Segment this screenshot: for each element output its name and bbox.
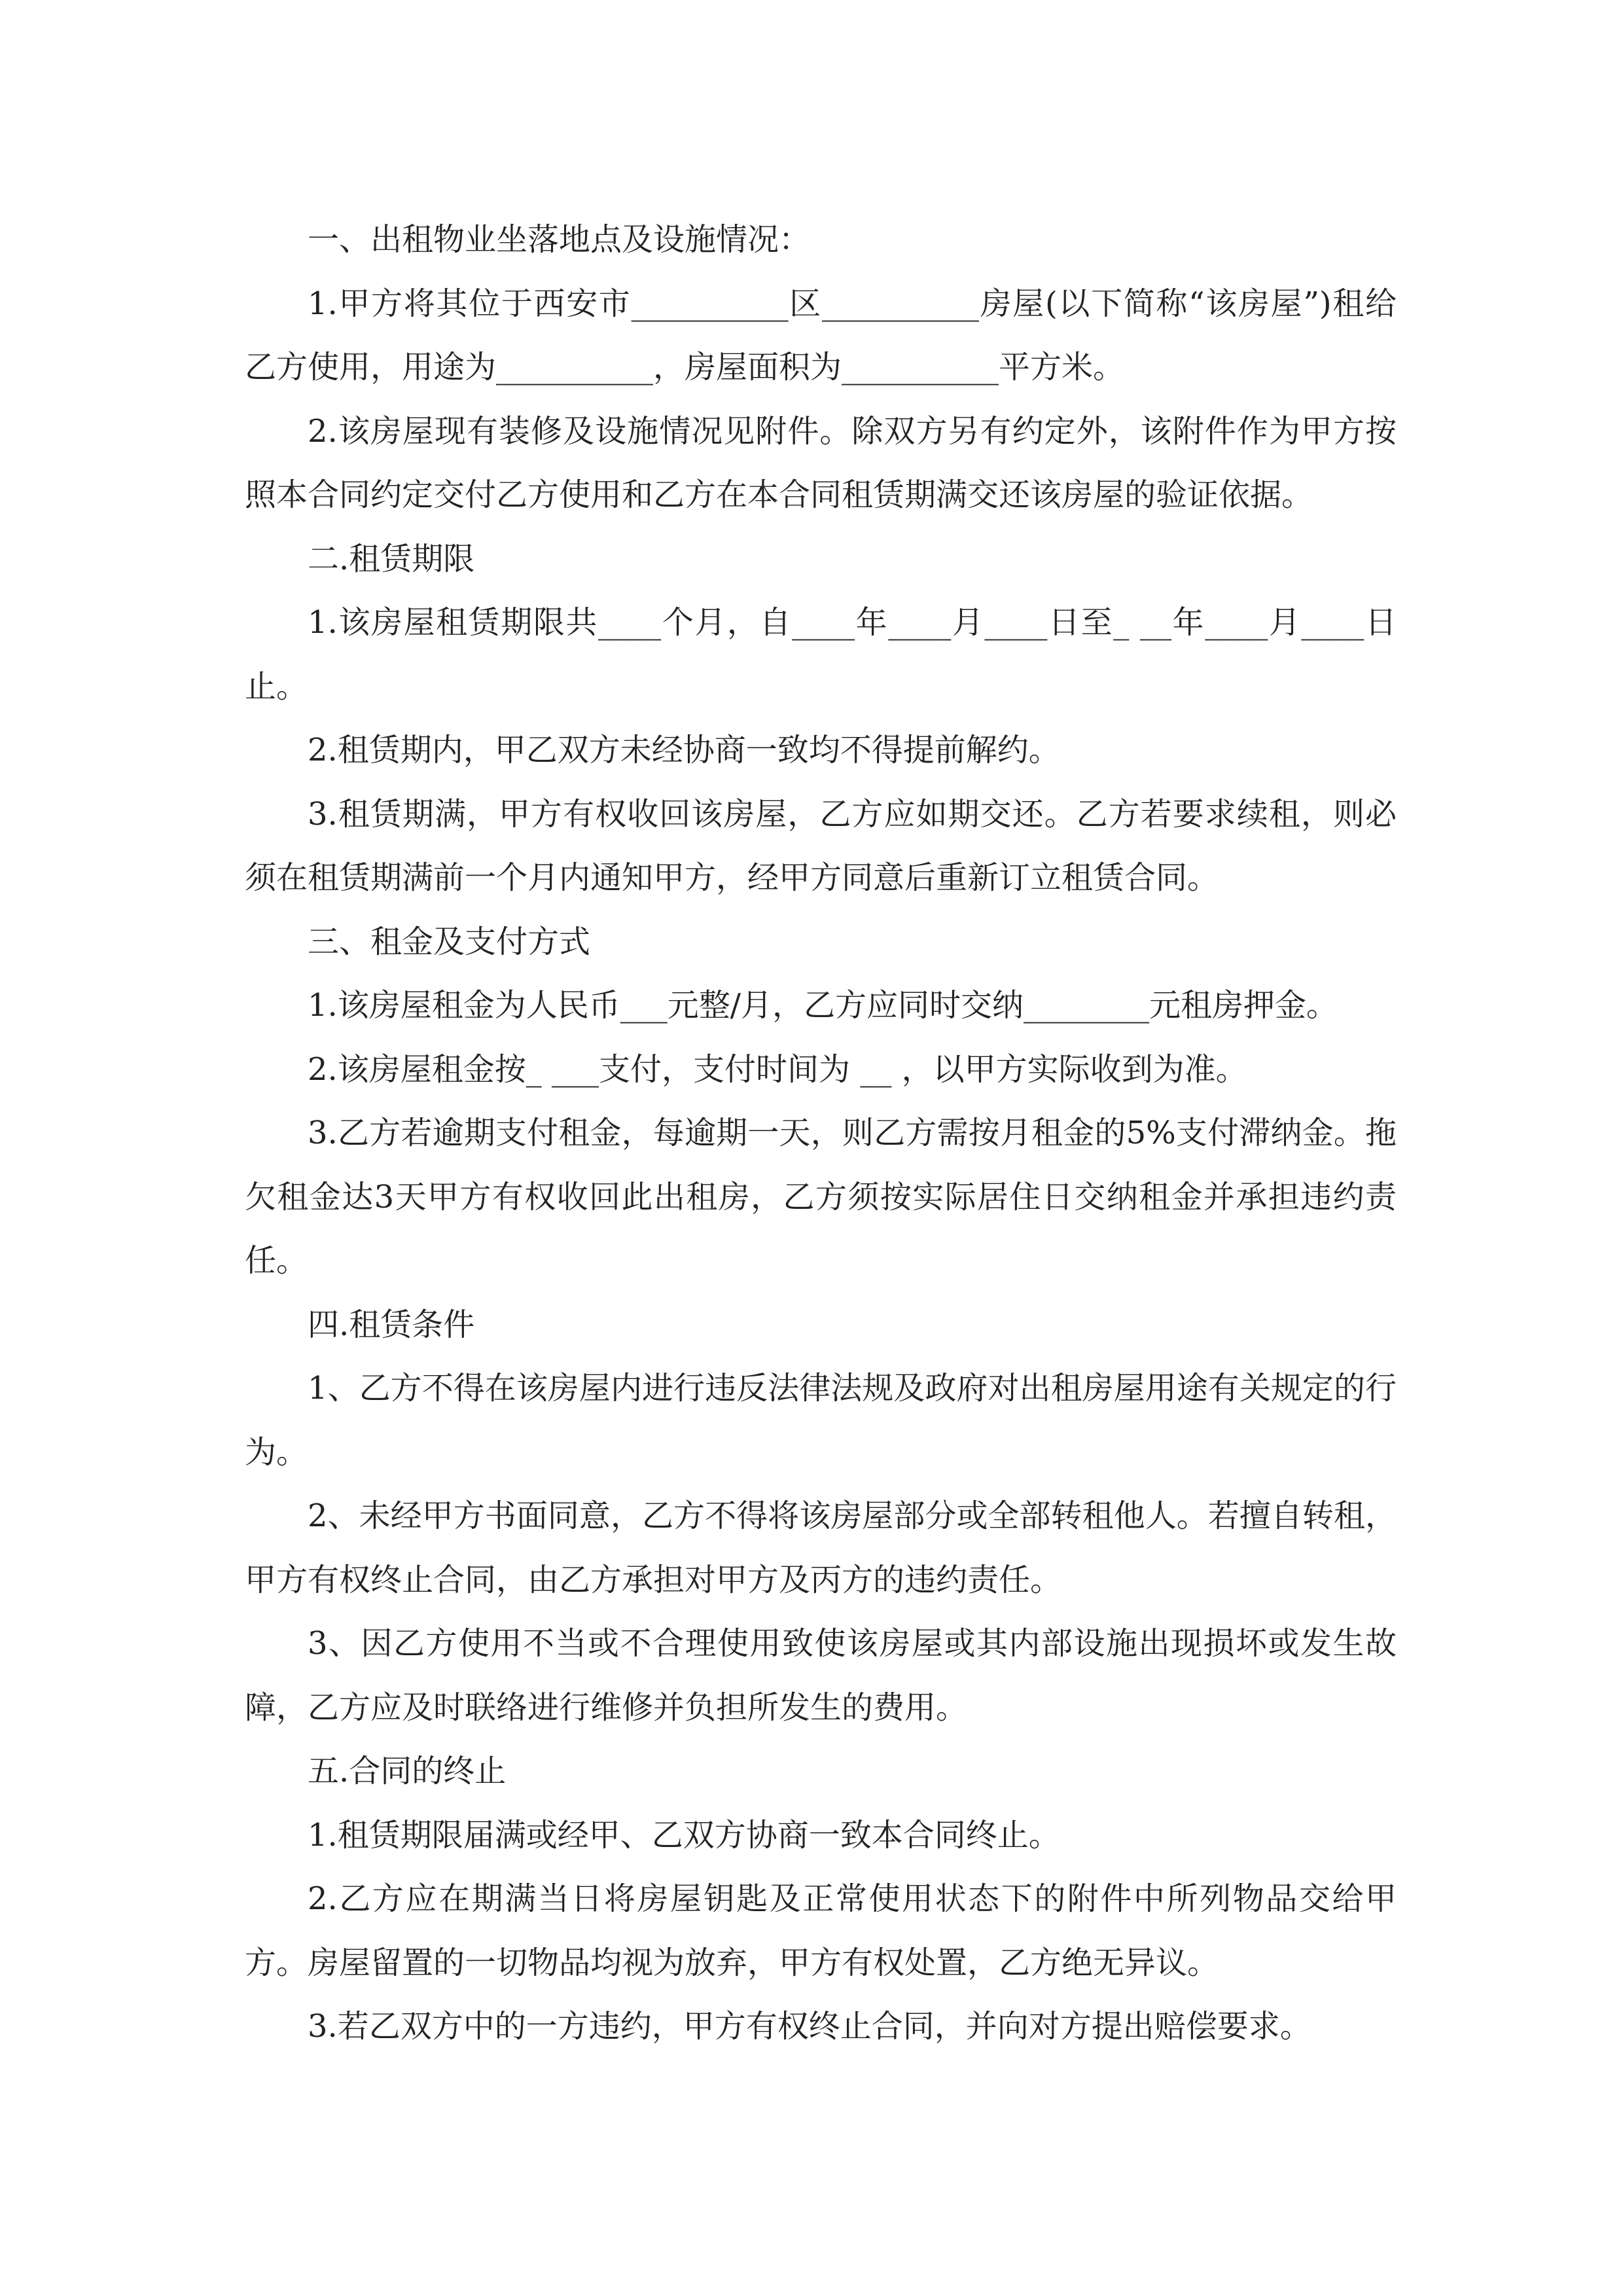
section-heading-1: 一、出租物业坐落地点及设施情况： xyxy=(308,221,811,258)
paragraph: 2.租赁期内，甲乙双方未经协商一致均不得提前解约。 xyxy=(308,732,1060,768)
paragraph: 2.乙方应在期满当日将房屋钥匙及正常使用状态下的附件中所列物品交给甲方。房屋留置的一切物品均视为放弃，甲方有权处置，乙方绝无异议。 xyxy=(245,1880,1397,1981)
section-heading-4: 四.租赁条件 xyxy=(308,1306,475,1343)
paragraph: 2.该房屋租金按_ ___支付，支付时间为 __ ，以甲方实际收到为准。 xyxy=(308,1050,1247,1088)
paragraph: 3.乙方若逾期支付租金，每逾期一天，则乙方需按月租金的5%支付滞纳金。拖欠租金达3天甲方有权收回此出租房，乙方须按实际居住日交纳租金并承担违约责任。 xyxy=(245,1115,1397,1279)
paragraph: 1.甲方将其位于西安市__________区__________房屋(以下简称“该房屋”)租给乙方使用，用途为__________，房屋面积为__________平方米。 xyxy=(245,285,1397,386)
paragraph: 1、乙方不得在该房屋内进行违反法律法规及政府对出租房屋用途有关规定的行为。 xyxy=(245,1370,1397,1471)
section-heading-5: 五.合同的终止 xyxy=(308,1753,507,1789)
paragraph: 3、因乙方使用不当或不合理使用致使该房屋或其内部设施出现损坏或发生故障，乙方应及时联络进行维修并负担所发生的费用。 xyxy=(245,1625,1397,1726)
paragraph: 3.若乙双方中的一方违约，甲方有权终止合同，并向对方提出赔偿要求。 xyxy=(308,2008,1311,2045)
section-heading-3: 三、租金及支付方式 xyxy=(308,923,591,960)
paragraph: 1.租赁期限届满或经甲、乙双方协商一致本合同终止。 xyxy=(308,1816,1060,1854)
paragraph: 2.该房屋现有装修及设施情况见附件。除双方另有约定外，该附件作为甲方按照本合同约定交付乙方使用和乙方在本合同租赁期满交还该房屋的验证依据。 xyxy=(245,412,1397,513)
paragraph: 1.该房屋租赁期限共____个月，自____年____月____日至_ __年____月____日止。 xyxy=(245,604,1397,705)
document-body xyxy=(245,208,1397,2059)
paragraph: 2、未经甲方书面同意，乙方不得将该房屋部分或全部转租他人。若擅自转租，甲方有权终止合同，由乙方承担对甲方及丙方的违约责任。 xyxy=(245,1498,1397,1598)
paragraph: 1.该房屋租金为人民币___元整/月，乙方应同时交纳________元租房押金。 xyxy=(308,987,1338,1024)
paragraph: 3.租赁期满，甲方有权收回该房屋，乙方应如期交还。乙方若要求续租，则必须在租赁期满前一个月内通知甲方，经甲方同意后重新订立租赁合同。 xyxy=(245,795,1397,896)
section-heading-2: 二.租赁期限 xyxy=(308,540,475,577)
